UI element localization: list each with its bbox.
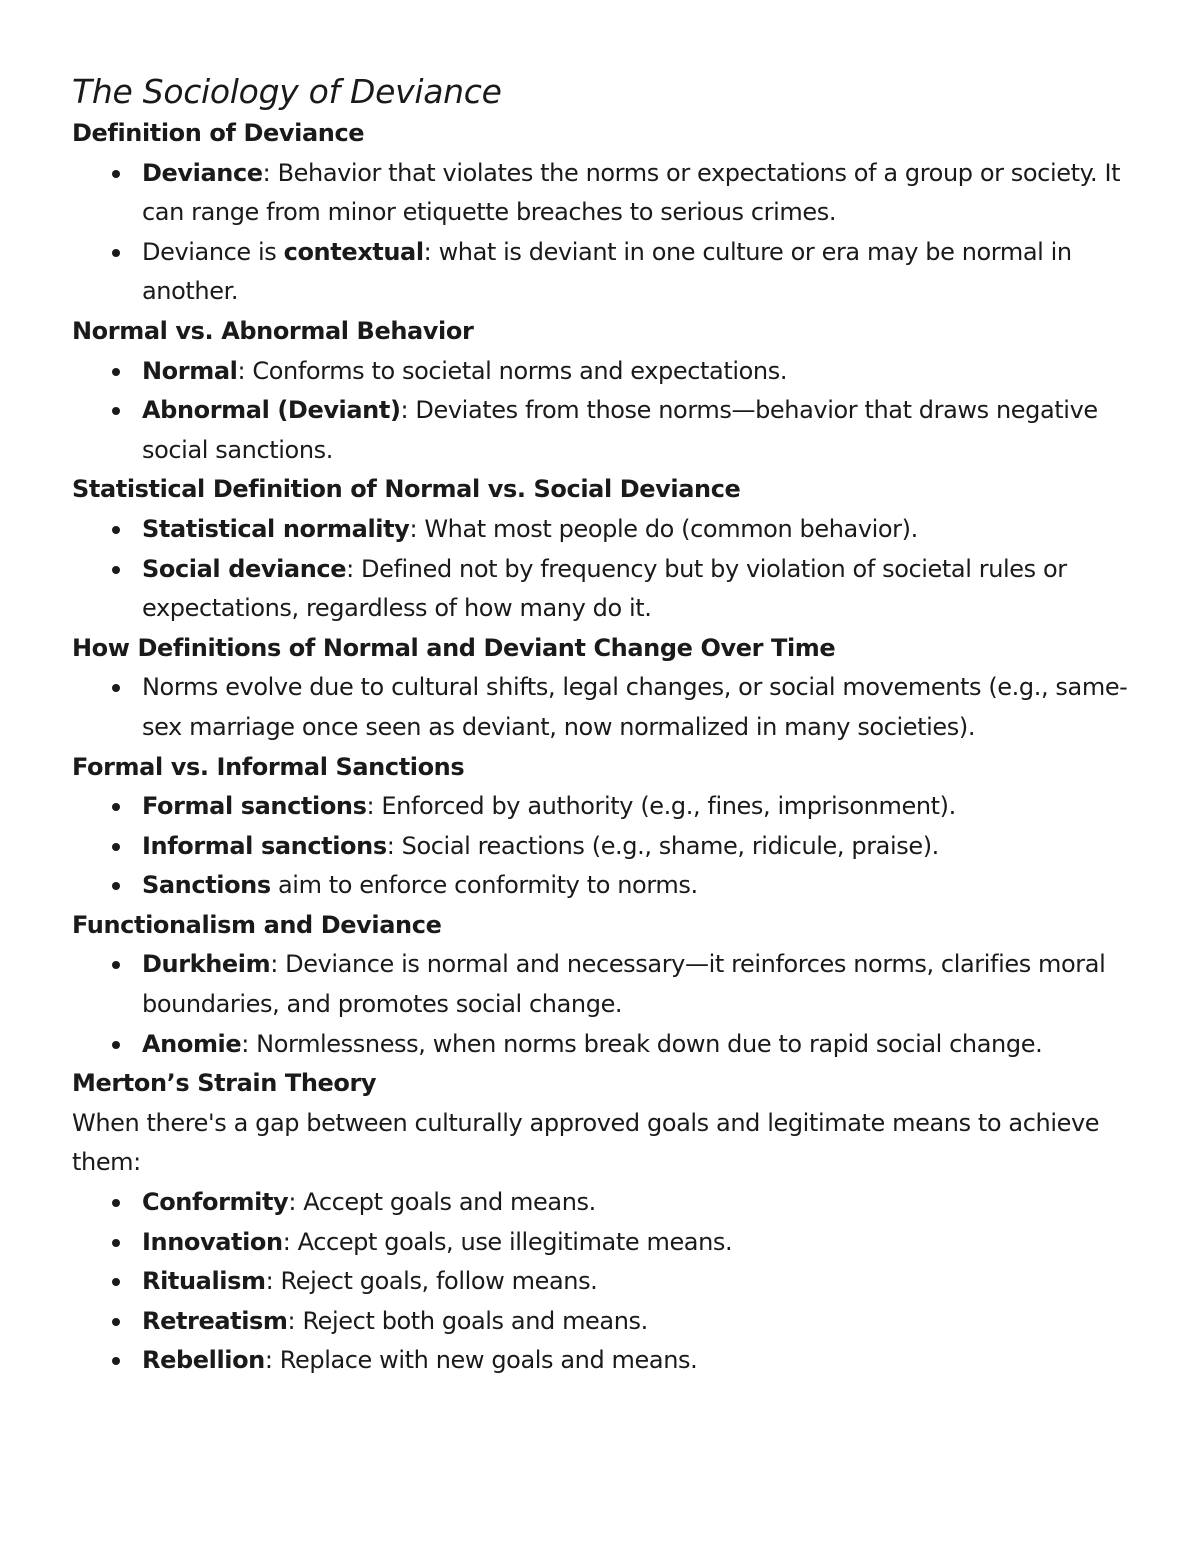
bullet-list — [72, 1183, 1142, 1381]
list-item: Formal sanctions: Enforced by authority (e.g., fines, imprisonment). — [72, 787, 1142, 827]
list-item: Normal: Conforms to societal norms and expectations. — [72, 352, 1142, 392]
section-heading: Definition of Deviance — [72, 119, 365, 147]
bullet-icon — [112, 249, 120, 257]
term: Rebellion — [142, 1346, 265, 1375]
term: Formal sanctions — [142, 792, 367, 821]
document-title: The Sociology of Deviance — [72, 72, 502, 111]
bullet-icon — [112, 882, 120, 890]
bullet-list — [72, 352, 1142, 471]
bullet-icon — [112, 843, 120, 851]
term: Normal — [142, 356, 238, 385]
bullet-icon — [112, 1041, 120, 1049]
term: Durkheim — [142, 950, 271, 979]
section-heading: Formal vs. Informal Sanctions — [72, 752, 465, 781]
list-item: Conformity: Accept goals and means. — [72, 1183, 1142, 1223]
list-item: Deviance: Behavior that violates the norms or expectations of a group or society. It can range from minor etiquette breaches to serious crimes. — [72, 154, 1142, 233]
section-heading: Functionalism and Deviance — [72, 910, 442, 939]
bullet-list — [72, 668, 1142, 747]
bullet-list — [72, 154, 1142, 312]
term: Statistical normality — [142, 514, 410, 543]
list-item: Informal sanctions: Social reactions (e.g., shame, ridicule, praise). — [72, 827, 1142, 867]
term: contextual — [283, 237, 424, 266]
bullet-list — [72, 787, 1142, 906]
term: Ritualism — [142, 1267, 266, 1296]
bullet-icon — [112, 407, 120, 415]
bullet-icon — [112, 526, 120, 534]
list-item: Durkheim: Deviance is normal and necessary—it reinforces norms, clarifies moral boundaries, and promotes social change. — [72, 945, 1142, 1024]
term: Innovation — [142, 1227, 283, 1256]
bullet-icon — [112, 566, 120, 574]
list-item: Abnormal (Deviant): Deviates from those norms—behavior that draws negative social sanctions. — [72, 391, 1142, 470]
list-item: Statistical normality: What most people do (common behavior). — [72, 510, 1142, 550]
bullet-icon — [112, 1239, 120, 1247]
section-heading: Merton’s Strain Theory — [72, 1069, 377, 1098]
bullet-icon — [112, 1199, 120, 1207]
bullet-icon — [112, 1318, 120, 1326]
bullet-icon — [112, 170, 120, 178]
bullet-icon — [112, 1278, 120, 1286]
bullet-icon — [112, 1357, 120, 1365]
bullet-list — [72, 945, 1142, 1064]
bullet-icon — [112, 684, 120, 692]
term: Sanctions — [142, 871, 271, 900]
term: Deviance — [142, 158, 263, 187]
list-item: Rebellion: Replace with new goals and means. — [72, 1341, 1142, 1381]
list-item: Social deviance: Defined not by frequency but by violation of societal rules or expectations, regardless of how many do it. — [72, 550, 1142, 629]
section-heading: Normal vs. Abnormal Behavior — [72, 316, 474, 345]
section-heading: How Definitions of Normal and Deviant Change Over Time — [72, 633, 836, 662]
bullet-list — [72, 510, 1142, 629]
term: Social deviance — [142, 554, 347, 583]
list-item: Retreatism: Reject both goals and means. — [72, 1302, 1142, 1342]
bullet-icon — [112, 803, 120, 811]
bullet-icon — [112, 961, 120, 969]
list-item: Norms evolve due to cultural shifts, legal changes, or social movements (e.g., same-sex marriage once seen as deviant, now normalized in many societies). — [72, 668, 1142, 747]
term: Abnormal (Deviant) — [142, 396, 401, 425]
list-item: Innovation: Accept goals, use illegitimate means. — [72, 1223, 1142, 1263]
bullet-icon — [112, 368, 120, 376]
list-item: Sanctions aim to enforce conformity to norms. — [72, 866, 1142, 906]
list-item: Ritualism: Reject goals, follow means. — [72, 1262, 1142, 1302]
section-heading: Statistical Definition of Normal vs. Social Deviance — [72, 475, 741, 504]
section-intro: When there's a gap between culturally approved goals and legitimate means to achieve them: — [72, 1108, 1100, 1177]
term: Informal sanctions — [142, 831, 387, 860]
document-page — [72, 70, 1142, 1381]
list-item: Anomie: Normlessness, when norms break down due to rapid social change. — [72, 1025, 1142, 1065]
term: Retreatism — [142, 1306, 288, 1335]
term: Conformity — [142, 1188, 289, 1217]
list-item: Deviance is contextual: what is deviant in one culture or era may be normal in another. — [72, 233, 1142, 312]
term: Anomie — [142, 1029, 242, 1058]
